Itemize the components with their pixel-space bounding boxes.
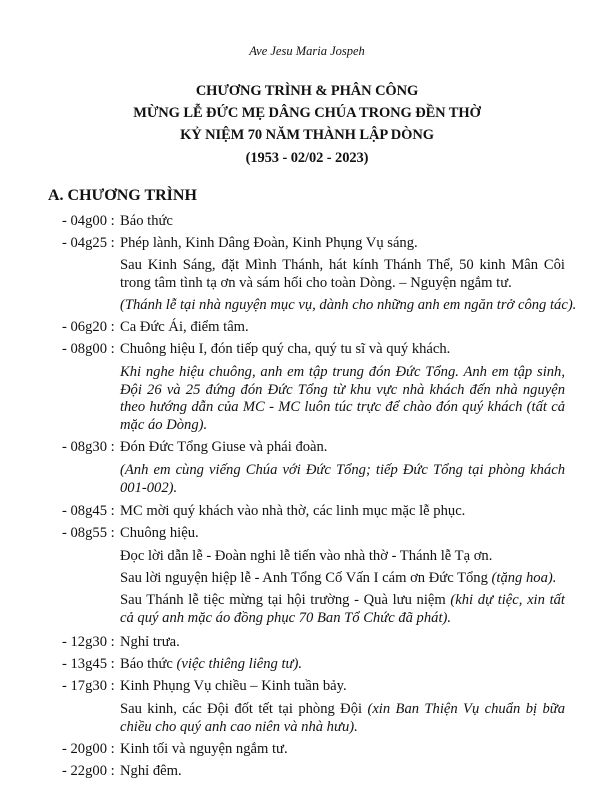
item-note	[120, 297, 577, 315]
item-note	[120, 364, 565, 434]
item-text: Kinh tối và nguyện ngắm tư.	[120, 741, 288, 757]
item-time: - 04g00 :	[62, 213, 115, 229]
item-time: - 13g45 :	[62, 656, 115, 672]
note-italic: (xin Ban Thiện Vụ chuẩn bị bữa chiều cho quý anh cao niên và nhà hưu).	[120, 701, 565, 735]
item-time: - 22g00 :	[62, 763, 115, 779]
item-text: Kinh Phụng Vụ chiều – Kinh tuần bảy.	[120, 678, 347, 694]
note-italic: (tặng hoa).	[491, 570, 557, 586]
item-text: Báo thức	[120, 656, 177, 672]
title-line-2: MỪNG LỄ ĐỨC MẸ DÂNG CHÚA TRONG ĐỀN THỜ	[133, 105, 481, 121]
item-text: Nghỉ trưa.	[120, 634, 180, 650]
title-line-4: (1953 - 02/02 - 2023)	[245, 150, 369, 166]
note-italic: Khi nghe hiệu chuông, anh em tập trung đón Đức Tổng. Anh em tập sinh, Đội 26 và 25 đứng đón Đức Tổng từ khu vực nhà khách đến nhà nguyện theo hướng dẫn của MC - MC luôn túc trực để chào đón quý khách (tất cả mặc áo Dòng).	[120, 364, 565, 433]
note-text: Sau Thánh lễ tiệc mừng tại hội trường - Quà lưu niệm	[120, 592, 451, 608]
item-text-wrap	[120, 656, 302, 673]
note-italic: (Anh em cùng viếng Chúa với Đức Tổng; tiếp Đức Tổng tại phòng khách 001-002).	[120, 462, 565, 496]
item-time: - 20g00 :	[62, 741, 115, 757]
item-time: - 08g30 :	[62, 439, 115, 455]
note-text: Sau kinh, các Đội đốt tết tại phòng Đội	[120, 701, 368, 717]
item-text: Nghỉ đêm.	[120, 763, 182, 779]
item-text: Đón Đức Tổng Giuse và phái đoàn.	[120, 439, 328, 455]
item-time: - 08g45 :	[62, 503, 115, 519]
item-text: Chuông hiệu.	[120, 525, 199, 541]
item-note	[120, 462, 565, 497]
item-time: - 08g55 :	[62, 525, 115, 541]
item-text: Báo thức	[120, 213, 173, 229]
title-line-3: KỶ NIỆM 70 NĂM THÀNH LẬP DÒNG	[180, 127, 434, 143]
note-italic: (khi dự tiệc, xin tất cả quý anh mặc áo đồng phục 70 Ban Tổ Chức đã phát).	[120, 592, 565, 626]
item-note	[120, 257, 565, 292]
item-time: - 17g30 :	[62, 678, 115, 694]
item-time: - 08g00 :	[62, 341, 115, 357]
item-time: - 04g25 :	[62, 235, 115, 251]
section-heading: A. CHƯƠNG TRÌNH	[48, 187, 197, 204]
item-time: - 12g30 :	[62, 634, 115, 650]
item-time: - 06g20 :	[62, 319, 115, 335]
item-note	[120, 701, 565, 736]
item-note	[120, 548, 565, 566]
note-text: Sau lời nguyện hiệp lễ - Anh Tổng Cố Vấn I cám ơn Đức Tổng	[120, 570, 492, 586]
note-text: Sau Kinh Sáng, đặt Mình Thánh, hát kính Thánh Thể, 50 kinh Mân Côi trong tâm tình tạ ơn và sám hối cho toàn Dòng. – Nguyện ngắm tư.	[120, 257, 565, 291]
item-text: Chuông hiệu I, đón tiếp quý cha, quý tu sĩ và quý khách.	[120, 341, 451, 357]
item-text: Phép lành, Kinh Dâng Đoàn, Kinh Phụng Vụ sáng.	[120, 235, 418, 251]
item-note	[120, 570, 565, 588]
note-text: Đọc lời dẫn lễ - Đoàn nghi lễ tiến vào nhà thờ - Thánh lễ Tạ ơn.	[120, 548, 493, 564]
motto: Ave Jesu Maria Jospeh	[249, 44, 365, 58]
item-note	[120, 592, 565, 627]
title-line-1: CHƯƠNG TRÌNH & PHÂN CÔNG	[195, 83, 419, 99]
item-text: Ca Đức Ái, điểm tâm.	[120, 319, 249, 335]
item-text-italic: (việc thiêng liêng tư).	[176, 656, 303, 672]
note-italic: (Thánh lễ tại nhà nguyện mục vụ, dành cho những anh em ngăn trở công tác).	[120, 297, 577, 313]
item-text: MC mời quý khách vào nhà thờ, các linh mục mặc lễ phục.	[120, 503, 466, 519]
